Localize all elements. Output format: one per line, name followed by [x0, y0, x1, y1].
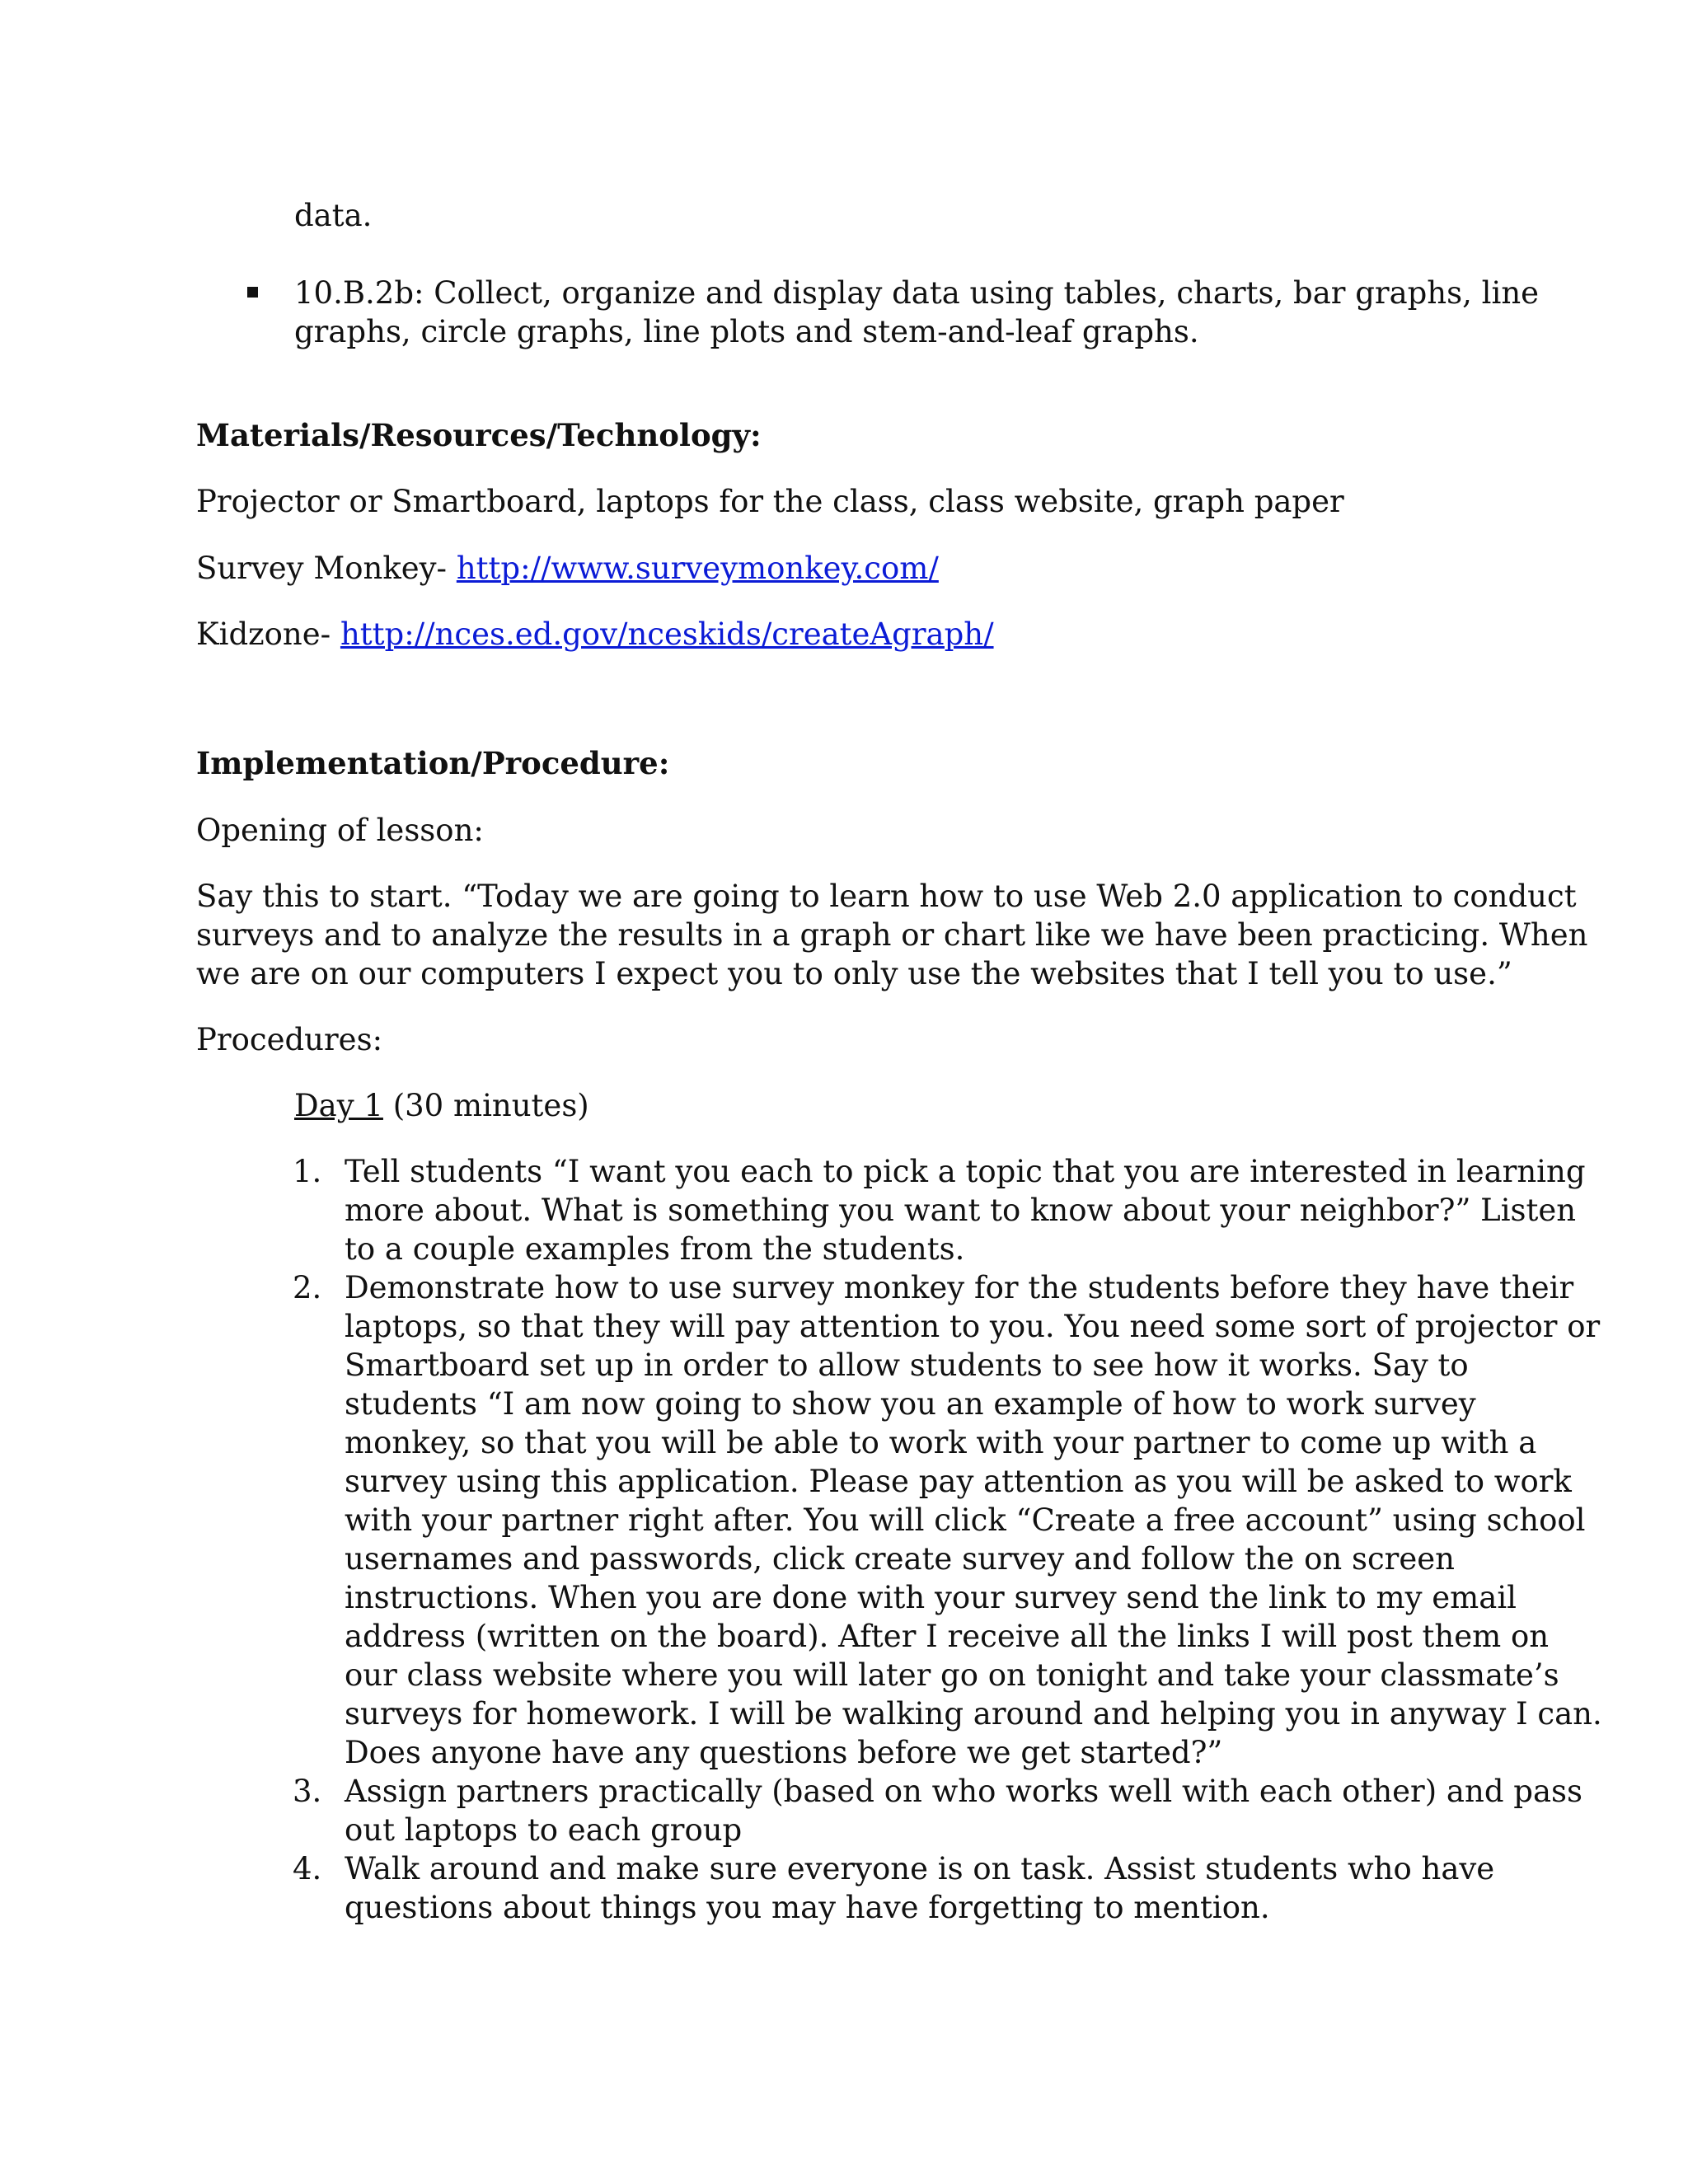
procedures-label: Procedures: — [196, 1022, 383, 1057]
step-line: questions about things you may have forgetting to mention. — [345, 1890, 1270, 1925]
step-line: Does anyone have any questions before we get started?” — [345, 1735, 1223, 1770]
step-line: monkey, so that you will be able to work with your partner to come up with a — [345, 1425, 1537, 1460]
standard-10b2b-line1: 10.B.2b: Collect, organize and display data using tables, charts, bar graphs, line — [294, 275, 1540, 311]
step-line: our class website where you will later go on tonight and take your classmate’s — [345, 1657, 1559, 1693]
kidzone-label: Kidzone- — [196, 616, 331, 652]
step-line: out laptops to each group — [345, 1812, 743, 1848]
day-duration: (30 minutes) — [392, 1088, 589, 1123]
step-line: Demonstrate how to use survey monkey for the students before they have their — [345, 1270, 1574, 1305]
step-line: Walk around and make sure everyone is on task. Assist students who have — [345, 1851, 1495, 1886]
standard-tail-text: data. — [294, 198, 373, 233]
say-paragraph-line3: we are on our computers I expect you to only use the websites that I tell you to use.” — [196, 956, 1512, 991]
day-heading — [294, 1086, 589, 1125]
step-text — [345, 1268, 1602, 1772]
step-line: usernames and passwords, click create survey and follow the on screen — [345, 1541, 1455, 1577]
step-line: Assign partners practically (based on who works well with each other) and pass — [345, 1774, 1582, 1809]
day-label: Day 1 — [294, 1088, 383, 1123]
materials-list-text: Projector or Smartboard, laptops for the class, class website, graph paper — [196, 484, 1344, 519]
materials-heading: Materials/Resources/Technology: — [196, 417, 762, 453]
kidzone-link[interactable]: http://nces.ed.gov/nceskids/createAgraph/ — [340, 616, 994, 652]
opening-label: Opening of lesson: — [196, 813, 484, 848]
step-line: more about. What is something you want to know about your neighbor?” Listen — [345, 1193, 1577, 1228]
step-text — [345, 1152, 1586, 1268]
step-line: with your partner right after. You will click “Create a free account” using school — [345, 1502, 1586, 1538]
standard-10b2b-line2: graphs, circle graphs, line plots and stem-and-leaf graphs. — [294, 314, 1199, 349]
survey-monkey-link[interactable]: http://www.surveymonkey.com/ — [456, 551, 939, 586]
step-line: to a couple examples from the students. — [345, 1231, 965, 1267]
survey-monkey-label: Survey Monkey- — [196, 551, 448, 586]
step-line: Smartboard set up in order to allow students to see how it works. Say to — [345, 1347, 1469, 1383]
step-text — [345, 1772, 1582, 1849]
step-line: Tell students “I want you each to pick a topic that you are interested in learning — [345, 1154, 1586, 1189]
step-number: 2. — [293, 1270, 322, 1305]
step-line: instructions. When you are done with your survey send the link to my email — [345, 1580, 1517, 1615]
square-bullet-icon — [247, 287, 258, 298]
step-line: address (written on the board). After I receive all the links I will post them on — [345, 1619, 1550, 1654]
step-line: laptops, so that they will pay attention to you. You need some sort of projector or — [345, 1309, 1601, 1344]
say-paragraph-line1: Say this to start. “Today we are going to learn how to use Web 2.0 application to conduct — [196, 879, 1577, 914]
implementation-heading: Implementation/Procedure: — [196, 745, 670, 781]
step-number: 1. — [293, 1154, 322, 1189]
say-paragraph-line2: surveys and to analyze the results in a graph or chart like we have been practicing. When — [196, 917, 1588, 953]
step-line: survey using this application. Please pay attention as you will be asked to work — [345, 1464, 1572, 1499]
kidzone-row — [196, 615, 994, 654]
step-line: surveys for homework. I will be walking around and helping you in anyway I can. — [345, 1696, 1602, 1732]
step-text — [345, 1849, 1494, 1927]
step-line: students “I am now going to show you an example of how to work survey — [345, 1386, 1476, 1422]
step-number: 3. — [293, 1774, 322, 1809]
step-number: 4. — [293, 1851, 322, 1886]
survey-monkey-row — [196, 549, 939, 588]
